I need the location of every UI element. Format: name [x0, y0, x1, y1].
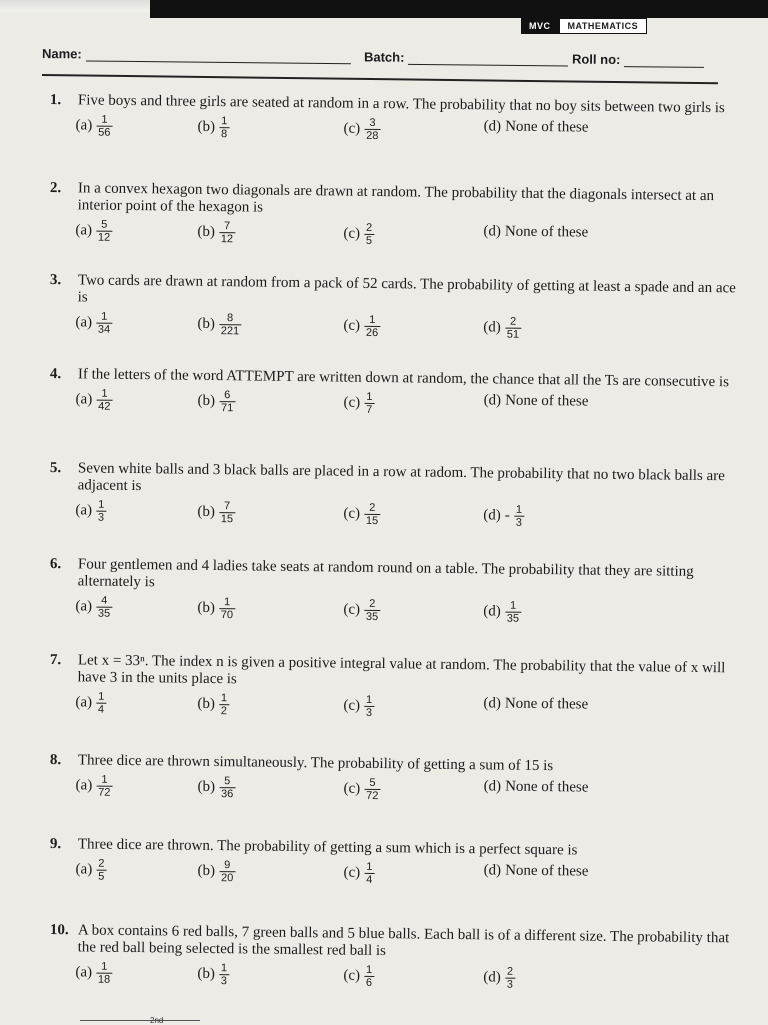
fraction-numerator: 2: [98, 857, 105, 870]
fraction-denominator: 12: [219, 232, 235, 245]
option-a[interactable]: [75, 387, 112, 412]
fraction-denominator: 20: [219, 871, 235, 884]
fraction-numerator: 1: [366, 390, 373, 403]
option-b[interactable]: [197, 115, 229, 140]
option-label: (a): [75, 777, 93, 794]
option-label: (a): [75, 117, 93, 134]
option-c[interactable]: [343, 694, 374, 719]
fraction-numerator: 2: [509, 315, 517, 328]
answer-options: [75, 857, 739, 905]
fraction-numerator: 1: [366, 693, 373, 706]
option-label: (b): [197, 965, 215, 983]
answer-options: [75, 960, 739, 1008]
fraction-numerator: 7: [223, 500, 231, 513]
option-d[interactable]: [484, 778, 589, 796]
question-number: 6.: [49, 556, 62, 573]
fraction-denominator: 4: [364, 873, 374, 886]
option-b[interactable]: [197, 312, 241, 338]
question-text: If the letters of the word ATTEMPT are written down at random, the chance that all the Ts are consecutive is: [77, 366, 730, 391]
option-b[interactable]: [197, 500, 235, 525]
fraction-denominator: 3: [219, 974, 229, 987]
option-label: (c): [343, 225, 361, 242]
option-sign: -: [504, 507, 510, 524]
fraction-numerator: 1: [220, 962, 228, 975]
option-fraction: [364, 222, 374, 247]
option-text: None of these: [505, 862, 589, 880]
fraction-denominator: 71: [219, 401, 235, 414]
fraction-numerator: 1: [366, 963, 373, 976]
option-fraction: [219, 859, 236, 884]
option-fraction: [219, 312, 242, 337]
option-d[interactable]: [484, 118, 589, 136]
option-d[interactable]: [483, 315, 521, 340]
option-c[interactable]: [343, 598, 380, 623]
option-label: (a): [75, 694, 93, 711]
option-fraction: [96, 311, 113, 336]
option-d[interactable]: [483, 695, 588, 713]
fraction-denominator: 26: [364, 326, 380, 339]
option-fraction: [364, 694, 374, 719]
option-fraction: [364, 861, 374, 886]
option-fraction: [364, 117, 381, 142]
option-c[interactable]: [343, 861, 374, 886]
question-number: 1.: [49, 92, 62, 109]
fraction-numerator: 1: [101, 310, 108, 323]
fraction-numerator: 1: [98, 498, 105, 511]
fraction-denominator: 56: [96, 126, 112, 139]
answer-options: [75, 498, 739, 546]
option-d[interactable]: [483, 223, 588, 241]
question-text: A box contains 6 red balls, 7 green balls and 5 blue balls. Each ball is of a different size. The probability that the red ball being selected is the smallest red ball is: [77, 922, 730, 960]
fraction-numerator: 1: [509, 599, 517, 612]
option-b[interactable]: [197, 389, 235, 414]
fraction-numerator: 1: [515, 503, 523, 516]
option-text: None of these: [505, 778, 589, 796]
option-label: (d): [483, 319, 501, 336]
question-number: 9.: [49, 836, 62, 853]
question-10: [49, 922, 740, 1008]
option-d[interactable]: [484, 392, 589, 410]
question-number: 7.: [49, 652, 62, 669]
fraction-numerator: 5: [224, 775, 231, 788]
option-b[interactable]: [197, 859, 235, 884]
question-text: Five boys and three girls are seated at random in a row. The probability that no boy sits between two girls is: [77, 92, 725, 117]
name-label: Name:: [41, 46, 82, 62]
option-text: None of these: [504, 695, 589, 713]
option-fraction: [96, 219, 113, 244]
fraction-numerator: 8: [226, 312, 234, 325]
fraction-denominator: 35: [364, 610, 380, 623]
option-label: (c): [343, 120, 361, 137]
fraction-denominator: 2: [219, 704, 229, 717]
question-8: [49, 752, 740, 821]
fraction-denominator: 5: [96, 870, 106, 883]
fraction-numerator: 1: [220, 692, 228, 705]
fraction-numerator: 1: [221, 115, 228, 128]
option-fraction: [96, 691, 106, 716]
batch-label: Batch:: [363, 49, 405, 65]
question-text: Three dice are thrown simultaneously. The probability of getting a sum of 15 is: [77, 752, 554, 775]
tag-mvc: MVC: [521, 18, 559, 34]
option-label: (b): [197, 315, 215, 333]
fraction-denominator: 72: [364, 789, 380, 802]
option-d[interactable]: [483, 599, 521, 624]
fraction-denominator: 70: [219, 608, 235, 621]
option-label: (d): [483, 862, 502, 879]
question-number: 10.: [49, 922, 69, 939]
question-number: 4.: [49, 366, 62, 383]
question-text: Three dice are thrown. The probability of getting a sum which is a perfect square is: [77, 836, 578, 859]
option-label: (b): [197, 695, 215, 713]
option-label: (c): [343, 697, 361, 714]
option-label: (b): [197, 223, 215, 241]
fraction-denominator: 15: [219, 512, 235, 525]
option-label: (c): [343, 317, 361, 334]
option-label: (a): [75, 598, 93, 615]
option-c[interactable]: [343, 117, 380, 142]
option-label: (b): [197, 392, 216, 410]
question-text: Two cards are drawn at random from a pack of 52 cards. The probability of getting at least a spade and an ace is: [77, 272, 736, 306]
option-fraction: [364, 964, 374, 989]
option-label: (b): [197, 118, 216, 136]
question-stem: [50, 460, 740, 502]
option-a[interactable]: [75, 857, 106, 882]
option-b[interactable]: [197, 220, 235, 245]
option-label: (a): [75, 314, 93, 331]
fraction-numerator: 5: [369, 776, 376, 789]
option-label: (b): [197, 503, 215, 521]
fraction-denominator: 51: [505, 328, 521, 341]
answer-options: [75, 387, 739, 435]
option-label: (d): [483, 969, 501, 986]
footer-mark: 2nd: [150, 1016, 164, 1025]
option-a[interactable]: [75, 594, 112, 619]
option-text: None of these: [505, 118, 589, 136]
option-label: (b): [197, 599, 215, 617]
fraction-denominator: 3: [364, 706, 374, 719]
fraction-denominator: 3: [505, 978, 515, 991]
question-stem: [50, 272, 740, 314]
question-9: [49, 836, 740, 905]
footer-rule: [80, 1020, 200, 1021]
answer-options: [75, 773, 739, 821]
fraction-denominator: 42: [96, 400, 112, 413]
fraction-denominator: 5: [364, 234, 374, 247]
question-number: 3.: [49, 272, 62, 289]
option-fraction: [364, 502, 381, 527]
fraction-denominator: 18: [96, 973, 112, 986]
option-c[interactable]: [343, 391, 374, 416]
option-fraction: [505, 316, 522, 341]
fraction-denominator: 34: [96, 323, 112, 336]
fraction-denominator: 8: [219, 127, 229, 140]
option-fraction: [96, 595, 113, 620]
option-fraction: [505, 600, 522, 625]
option-label: (a): [75, 861, 93, 878]
fraction-denominator: 35: [505, 612, 521, 625]
option-label: (b): [197, 862, 216, 880]
option-label: (c): [343, 505, 361, 522]
option-d[interactable]: [484, 862, 589, 880]
fraction-numerator: 1: [369, 313, 376, 326]
option-a[interactable]: [75, 113, 112, 138]
option-fraction: [96, 114, 113, 139]
fraction-denominator: 12: [96, 231, 112, 244]
fraction-numerator: 1: [98, 690, 105, 703]
question-number: 2.: [49, 180, 62, 197]
option-fraction: [96, 388, 113, 413]
option-a[interactable]: [75, 310, 112, 335]
fraction-denominator: 15: [364, 514, 380, 527]
answer-options: [75, 594, 739, 642]
option-fraction: [96, 961, 113, 986]
option-label: (a): [75, 964, 93, 981]
fraction-denominator: 4: [96, 703, 106, 716]
option-label: (c): [343, 394, 361, 411]
question-6: [49, 556, 740, 642]
fraction-denominator: 3: [514, 516, 524, 529]
option-label: (d): [483, 778, 502, 795]
fraction-numerator: 2: [366, 221, 373, 234]
question-5: [49, 460, 740, 546]
question-text: Seven white balls and 3 black balls are placed in a row at radom. The probability that no two black balls are adjacent is: [77, 460, 725, 495]
option-fraction: [219, 596, 236, 621]
option-label: (c): [343, 601, 361, 618]
answer-options: [75, 690, 739, 738]
option-b[interactable]: [197, 962, 229, 987]
option-fraction: [364, 777, 381, 802]
option-a[interactable]: [75, 960, 112, 985]
fraction-numerator: 2: [369, 501, 376, 514]
option-fraction: [96, 858, 106, 883]
option-fraction: [219, 962, 229, 987]
option-label: (d): [483, 392, 502, 409]
fraction-numerator: 6: [224, 389, 231, 402]
option-fraction: [96, 499, 106, 524]
question-stem: [50, 180, 740, 222]
option-a[interactable]: [75, 498, 106, 523]
fraction-numerator: 2: [506, 965, 514, 978]
option-c[interactable]: [343, 502, 380, 527]
fraction-denominator: 221: [219, 324, 242, 337]
option-label: (b): [197, 778, 216, 796]
option-text: None of these: [504, 223, 589, 241]
fraction-numerator: 1: [101, 113, 108, 126]
option-label: (a): [75, 391, 93, 408]
question-1: [49, 92, 740, 161]
question-2: [49, 180, 740, 266]
option-label: (c): [343, 967, 361, 984]
option-fraction: [219, 500, 236, 525]
fraction-numerator: 9: [224, 859, 231, 872]
question-text: Four gentlemen and 4 ladies take seats at random round on a table. The probability that they are sitting alternately is: [77, 556, 694, 591]
fraction-numerator: 7: [223, 220, 231, 233]
question-number: 5.: [49, 460, 62, 477]
option-c[interactable]: [343, 777, 380, 802]
question-number: 8.: [49, 752, 62, 769]
fraction-denominator: 36: [219, 787, 235, 800]
fraction-denominator: 6: [364, 976, 374, 989]
question-3: [49, 272, 740, 358]
option-label: (d): [483, 603, 501, 620]
option-label: (d): [483, 695, 502, 712]
option-fraction: [364, 314, 381, 339]
option-label: (d): [483, 118, 502, 135]
fraction-denominator: 72: [96, 786, 112, 799]
option-b[interactable]: [197, 775, 235, 800]
fraction-numerator: 2: [369, 597, 376, 610]
question-text: In a convex hexagon two diagonals are drawn at random. The probability that the diagonals intersect at an interior point of the hexagon is: [77, 180, 715, 216]
option-fraction: [219, 775, 236, 800]
tag-mathematics: MATHEMATICS: [559, 18, 648, 34]
option-a[interactable]: [75, 773, 112, 798]
option-fraction: [219, 692, 229, 717]
question-text: Let x = 33ⁿ. The index n is given a positive integral value at random. The probability that the value of x will have 3 in the units place is: [77, 652, 726, 688]
option-fraction: [219, 115, 229, 140]
question-7: [49, 652, 740, 738]
question-stem: [50, 652, 740, 694]
fraction-denominator: 7: [364, 403, 374, 416]
option-a[interactable]: [75, 690, 106, 715]
roll-label: Roll no:: [571, 51, 621, 68]
option-d[interactable]: [483, 965, 515, 990]
option-label: (c): [343, 780, 361, 797]
option-fraction: [364, 598, 381, 623]
fraction-denominator: 3: [96, 511, 106, 524]
option-fraction: [505, 966, 515, 991]
option-b[interactable]: [197, 692, 229, 717]
answer-options: [75, 218, 739, 266]
option-a[interactable]: [75, 218, 112, 243]
fraction-numerator: 4: [101, 594, 108, 607]
fraction-numerator: 5: [101, 218, 108, 231]
option-fraction: [364, 391, 374, 416]
answer-options: [75, 113, 739, 161]
option-label: (d): [483, 507, 501, 524]
option-c[interactable]: [343, 964, 374, 989]
option-c[interactable]: [343, 222, 374, 247]
option-d[interactable]: [483, 503, 524, 528]
question-4: [49, 366, 740, 435]
option-label: (a): [75, 222, 93, 239]
fraction-numerator: 1: [366, 860, 373, 873]
option-fraction: [219, 389, 236, 414]
question-stem: [50, 556, 740, 598]
option-fraction: [96, 774, 113, 799]
fraction-numerator: 1: [223, 596, 231, 609]
option-c[interactable]: [343, 314, 380, 339]
option-label: (c): [343, 864, 361, 881]
fraction-denominator: 28: [364, 129, 380, 142]
fraction-numerator: 1: [101, 773, 108, 786]
fraction-numerator: 1: [101, 960, 108, 973]
option-b[interactable]: [197, 596, 235, 621]
option-fraction: [219, 220, 236, 245]
option-label: (a): [75, 502, 93, 519]
option-fraction: [514, 504, 524, 529]
fraction-numerator: 1: [101, 387, 108, 400]
fraction-denominator: 35: [96, 607, 112, 620]
option-text: None of these: [505, 392, 589, 410]
fraction-numerator: 3: [369, 116, 376, 129]
option-label: (d): [483, 223, 502, 240]
question-stem: [50, 922, 740, 964]
answer-options: [75, 310, 739, 358]
